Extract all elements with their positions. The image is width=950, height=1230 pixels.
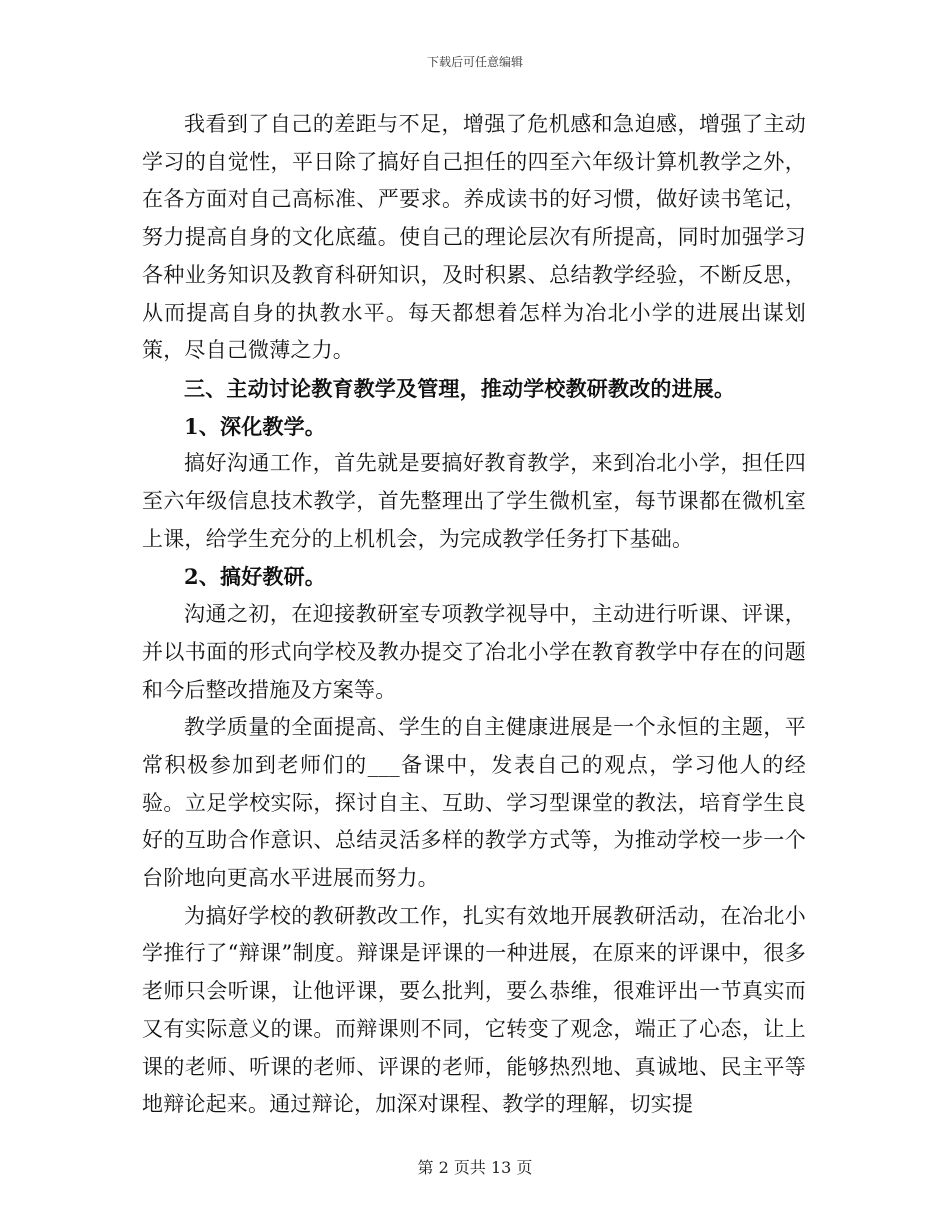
page-number: 第 2 页共 13 页 <box>417 1158 533 1177</box>
paragraph-self-reflection: 我看到了自己的差距与不足，增强了危机感和急迫感，增强了主动学习的自觉性，平日除了搞好自己担任的四至六年级计算机教学之外，在各方面对自己高标准、严要求。养成读书的好习惯，做好读书笔记，努力提高自身的文化底蕴。使自己的理论层次有所提高，同时加强学习各种业务知识及教育科研知识，及时积累、总结教学经验，不断反思，从而提高自身的执教水平。每天都想着怎样为冶北小学的进展出谋划策，尽自己微薄之力。 <box>142 112 806 363</box>
paragraph-teaching-work: 搞好沟通工作，首先就是要搞好教育教学，来到冶北小学，担任四至六年级信息技术教学，首先整理出了学生微机室，每节课都在微机室上课，给学生充分的上机机会，为完成教学任务打下基础。 <box>142 451 806 551</box>
subheading-deepen-teaching: 1、深化教学。 <box>184 413 327 439</box>
paragraph-quality: 教学质量的全面提高、学生的自主健康进展是一个永恒的主题，平常积极参加到老师们的___备课中，发表自己的观点，学习他人的经验。立足学校实际，探讨自主、互助、学习型课堂的教法，培育学生良好的互助合作意识、总结灵活多样的教学方式等，为推动学校一步一个台阶地向更高水平进展而努力。 <box>142 715 806 891</box>
document-body <box>142 106 806 1124</box>
subheading-teaching-research: 2、搞好教研。 <box>184 564 327 590</box>
section-heading-3: 三、主动讨论教育教学及管理，推动学校教研教改的进展。 <box>184 375 736 401</box>
page-header: 下载后可任意编辑 <box>426 55 523 69</box>
paragraph-inspection: 沟通之初，在迎接教研室专项教学视导中，主动进行听课、评课，并以书面的形式向学校及教办提交了冶北小学在教育教学中存在的问题和今后整改措施及方案等。 <box>142 602 806 702</box>
paragraph-debate-lessons: 为搞好学校的教研教改工作，扎实有效地开展教研活动，在冶北小学推行了“辩课”制度。辩课是评课的一种进展，在原来的评课中，很多老师只会听课，让他评课，要么批判，要么恭维，很难评出一节真实而又有实际意义的课。而辩课则不同，它转变了观念，端正了心态，让上课的老师、听课的老师、评课的老师，能够热烈地、真诚地、民主平等地辩论起来。通过辩论，加深对课程、教学的理解，切实提 <box>142 903 806 1117</box>
